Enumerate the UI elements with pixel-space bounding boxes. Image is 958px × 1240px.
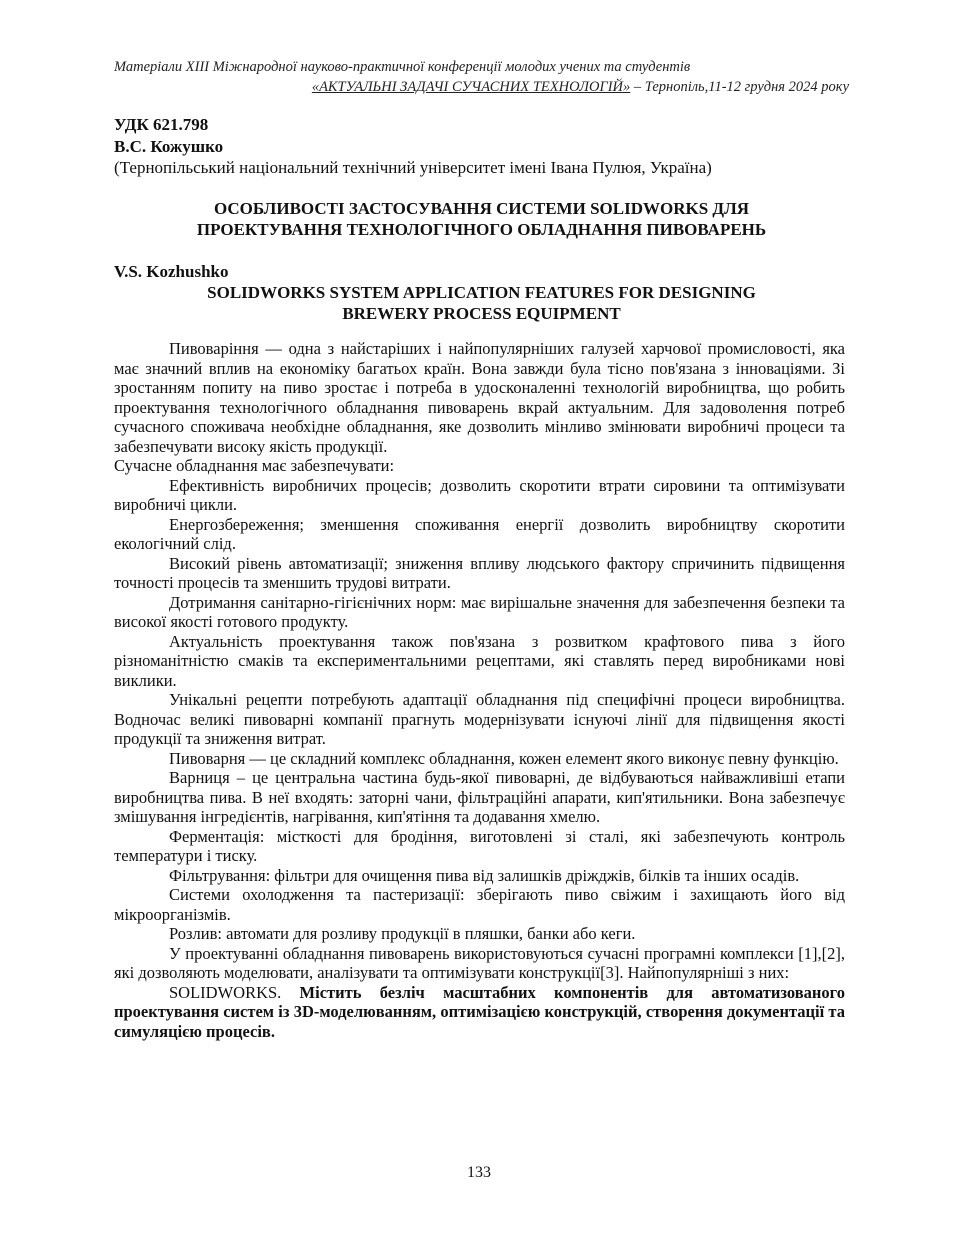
paragraph: Енергозбереження; зменшення споживання енергії дозволить виробництву скоротити екологічний слід.	[114, 514, 845, 553]
title-ua-line1: ОСОБЛИВОСТІ ЗАСТОСУВАННЯ СИСТЕМИ SOLIDWORKS ДЛЯ	[213, 199, 750, 218]
page-number: 133	[467, 1164, 491, 1181]
solidworks-term: SOLIDWORKS.	[169, 982, 282, 1002]
title-en-line1: SOLIDWORKS SYSTEM APPLICATION FEATURES FOR DESIGNING	[207, 283, 756, 302]
paragraph: Пивоваріння — одна з найстаріших і найпопулярніших галузей харчової промисловості, яка має значний вплив на економіку багатьох країн. Вона завжди була тісно пов'язана з інноваціями. Зі зростанням попиту на пиво зростає і потреба в удосконаленні технологій виробництва, що робить проектування технологічного обладнання пивоварень вкрай актуальним. Для задоволення потреб сучасного споживача необхідне обладнання, яке дозволить мінливо змінювати виробничі процеси та забезпечувати високу якість продукції.	[114, 339, 845, 456]
paragraph-solidworks	[114, 983, 845, 1042]
paragraph: Пивоварня — це складний комплекс обладнання, кожен елемент якого виконує певну функцію.	[169, 748, 839, 768]
paragraph: Варниця – це центральна частина будь-якої пивоварні, де відбуваються найважливіші етапи виробництва пива. В неї входять: заторні чани, фільтраційні апарати, кип'ятильники. Вона забезпечує змішування інгредієнтів, нагрівання, кип'ятіння та додавання хмелю.	[114, 768, 845, 826]
conference-title: «АКТУАЛЬНІ ЗАДАЧІ СУЧАСНИХ ТЕХНОЛОГІЙ»	[311, 79, 631, 95]
paragraph: Системи охолодження та пастеризації: зберігають пиво свіжим і захищають його від мікроорганізмів.	[114, 885, 845, 924]
conference-place-date: – Тернопіль,11-12 грудня 2024 року	[630, 79, 849, 95]
running-header-line1: Матеріали XIII Міжнародної науково-практичної конференції молодих учених та студентів	[114, 59, 691, 75]
paragraph: Високий рівень автоматизації; зниження впливу людського фактору спричинить підвищення точності процесів та зменшить трудові витрати.	[114, 553, 845, 592]
title-en-line2: BREWERY PROCESS EQUIPMENT	[342, 304, 621, 323]
author-ua: В.С. Кожушко	[114, 137, 224, 156]
running-header-line2	[114, 78, 849, 96]
title-ua-line2: ПРОЕКТУВАННЯ ТЕХНОЛОГІЧНОГО ОБЛАДНАННЯ ПИВОВАРЕНЬ	[196, 220, 767, 239]
paragraph: Сучасне обладнання має забезпечувати:	[114, 456, 395, 475]
paragraph: Фільтрування: фільтри для очищення пива від залишків дріжджів, білків та інших осадів.	[169, 865, 800, 885]
paragraph: Ферментація: місткості для бродіння, виготовлені зі сталі, які забезпечують контроль температури і тиску.	[114, 826, 845, 865]
title-ua	[114, 198, 849, 240]
paragraph: Актуальність проектування також пов'язана з розвитком крафтового пива з його різноманітністю смаків та експериментальними рецептами, які ставлять перед виробниками нові виклики.	[114, 631, 845, 690]
affiliation: (Тернопільський національний технічний університет імені Івана Пулюя, Україна)	[114, 158, 712, 177]
paragraph: Унікальні рецепти потребують адаптації обладнання під специфічні процеси виробництва. Водночас великі пивоварні компанії прагнуть модернізувати існуючі лінії для підвищення якості продукції та зниження витрат.	[114, 690, 845, 748]
paragraph: Розлив: автомати для розливу продукції в пляшки, банки або кеги.	[169, 924, 636, 943]
paragraph: Дотримання санітарно-гігієнічних норм: має вирішальне значення для забезпечення безпеки та високої якості готового продукту.	[114, 592, 845, 631]
title-en	[114, 282, 849, 324]
udc-code: УДК 621.798	[114, 115, 209, 134]
author-en: V.S. Kozhushko	[114, 262, 229, 281]
solidworks-description: Містить безліч масштабних компонентів для автоматизованого проектування систем із 3D-моделюванням, оптимізацією конструкцій, створення документації та симуляцією процесів.	[114, 982, 845, 1041]
paragraph: Ефективність виробничих процесів; дозволить скоротити втрати сировини та оптимізувати виробничі цикли.	[114, 475, 845, 514]
paragraph: У проектуванні обладнання пивоварень використовуються сучасні програмні комплекси [1],[2], які дозволяють моделювати, аналізувати та оптимізувати конструкції[3]. Найпопулярніші з них:	[114, 943, 845, 982]
article-body	[114, 339, 845, 1041]
